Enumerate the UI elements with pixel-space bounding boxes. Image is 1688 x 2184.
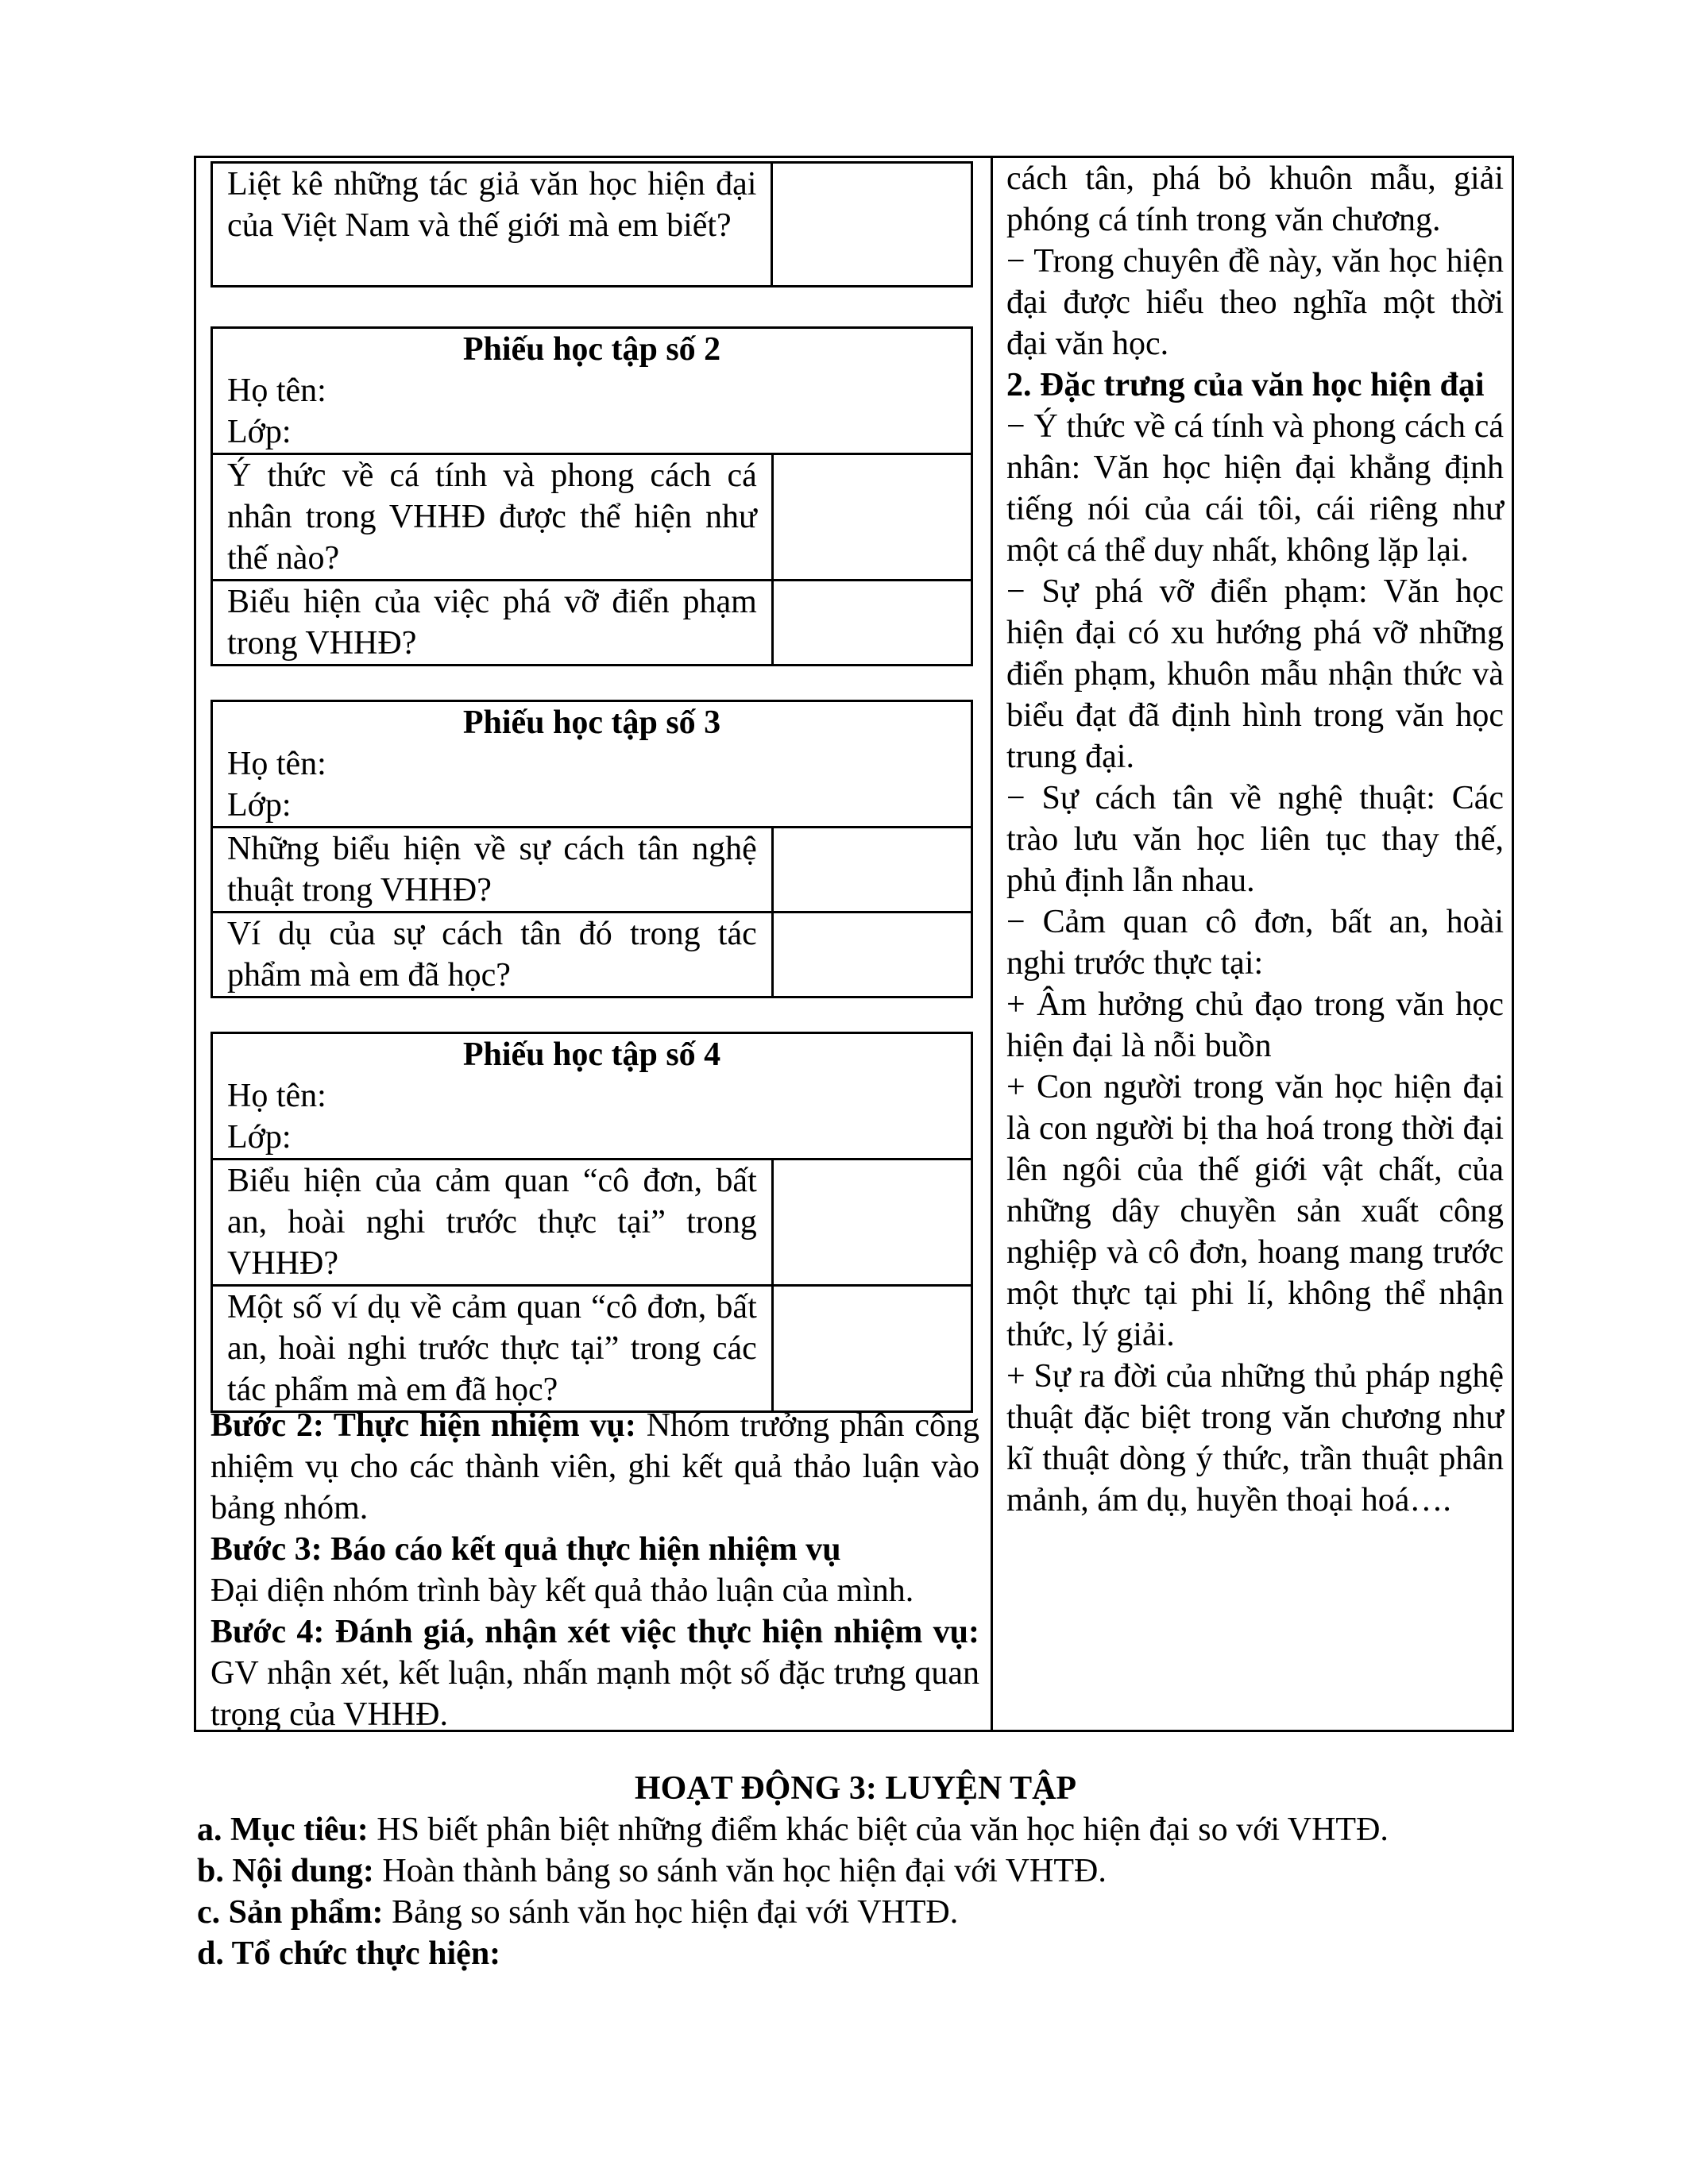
worksheet-4-question-1: Biểu hiện của cảm quan “cô đơn, bất an, hoài nghi trước thực tại” trong VHHĐ? — [212, 1160, 773, 1286]
worksheet-2-table — [211, 326, 973, 666]
worksheet-4-header — [212, 1033, 972, 1160]
right-paragraph-1: cách tân, phá bỏ khuôn mẫu, giải phóng cá tính trong văn chương. — [1006, 160, 1504, 238]
worksheet-3-question-1: Những biểu hiện về sự cách tân nghệ thuật trong VHHĐ? — [212, 828, 773, 913]
worksheet-3-answer-1 — [772, 828, 971, 913]
step-4-text: GV nhận xét, kết luận, nhấn mạnh một số đặc trưng quan trọng của VHHĐ. — [211, 1655, 979, 1733]
worksheet-3-answer-2 — [772, 913, 971, 997]
right-column — [1006, 158, 1504, 1521]
activity-3-item-a — [194, 1809, 1514, 1850]
worksheet-2-question-1: Ý thức về cá tính và phong cách cá nhân trong VHHĐ được thể hiện như thế nào? — [212, 454, 773, 581]
worksheet-2-answer-1 — [772, 454, 971, 581]
item-c-label: c. Sản phẩm: — [197, 1894, 384, 1931]
worksheet-4-answer-1 — [772, 1160, 971, 1286]
activity-3-item-b — [194, 1850, 1514, 1892]
worksheet-1-answer-1 — [772, 163, 972, 287]
worksheet-4-question-2: Một số ví dụ về cảm quan “cô đơn, bất an, hoài nghi trước thực tại” trong các tác phẩm mà em đã học? — [212, 1286, 773, 1412]
worksheet-3-header — [212, 701, 972, 828]
worksheet-2-header — [212, 328, 972, 454]
worksheet-3-table — [211, 700, 973, 998]
right-paragraph-9: + Sự ra đời của những thủ pháp nghệ thuật đặc biệt trong văn chương như kĩ thuật dòng ý thức, trần thuật phân mảnh, ám dụ, huyền thoại hoá…. — [1006, 1358, 1504, 1518]
right-paragraph-2: − Trong chuyên đề này, văn học hiện đại được hiểu theo nghĩa một thời đại văn học. — [1006, 243, 1504, 362]
step-2 — [211, 1405, 979, 1529]
step-4 — [211, 1611, 979, 1735]
right-paragraph-4: − Sự phá vỡ điển phạm: Văn học hiện đại có xu hướng phá vỡ những điển phạm, khuôn mẫu nhận thức và biểu đạt đã định hình trong văn học trung đại. — [1006, 573, 1504, 775]
worksheet-2-class-label: Lớp: — [227, 414, 292, 450]
worksheet-2-question-2: Biểu hiện của việc phá vỡ điển phạm trong VHHĐ? — [212, 581, 773, 666]
right-paragraph-8: + Con người trong văn học hiện đại là con người bị tha hoá trong thời đại lên ngôi của thế giới vật chất, của những dây chuyền sản xuất công nghiệp và cô đơn, hoang mang trước một thực tại phi lí, không thể nhận thức, lý giải. — [1006, 1069, 1504, 1353]
right-paragraph-6: − Cảm quan cô đơn, bất an, hoài nghi trước thực tại: — [1006, 904, 1504, 982]
activity-3-section — [194, 1768, 1514, 1974]
worksheet-3-class-label: Lớp: — [227, 787, 292, 824]
worksheet-4-title: Phiếu học tập số 4 — [462, 1036, 721, 1073]
worksheet-2-title: Phiếu học tập số 2 — [462, 331, 721, 368]
worksheet-4-name-label: Họ tên: — [227, 1078, 326, 1114]
activity-3-item-c — [194, 1892, 1514, 1933]
step-2-label: Bước 2: Thực hiện nhiệm vụ: — [211, 1407, 636, 1444]
column-divider — [991, 158, 993, 1730]
item-c-text: Bảng so sánh văn học hiện đại với VHTĐ. — [383, 1894, 959, 1931]
right-paragraph-5: − Sự cách tân về nghệ thuật: Các trào lưu văn học liên tục thay thế, phủ định lẫn nhau. — [1006, 780, 1504, 899]
worksheet-3-question-2: Ví dụ của sự cách tân đó trong tác phẩm mà em đã học? — [212, 913, 773, 997]
worksheet-1-question-1: Liệt kê những tác giả văn học hiện đại của Việt Nam và thế giới mà em biết? — [212, 163, 772, 287]
worksheet-4-answer-2 — [772, 1286, 971, 1412]
worksheet-3-name-label: Họ tên: — [227, 746, 326, 782]
activity-3-item-d: d. Tổ chức thực hiện: — [197, 1935, 501, 1972]
item-a-text: HS biết phân biệt những điểm khác biệt của văn học hiện đại so với VHTĐ. — [368, 1812, 1389, 1848]
steps-section — [211, 1405, 979, 1735]
lesson-table — [194, 156, 1514, 1732]
step-2-text: Nhóm trưởng phân công nhiệm vụ cho các thành viên, ghi kết quả thảo luận vào bảng nhóm. — [211, 1407, 979, 1526]
worksheet-3-title: Phiếu học tập số 3 — [462, 704, 721, 741]
step-4-label: Bước 4: Đánh giá, nhận xét việc thực hiện nhiệm vụ: — [211, 1614, 979, 1650]
activity-3-heading: HOẠT ĐỘNG 3: LUYỆN TẬP — [634, 1770, 1077, 1807]
worksheet-4-class-label: Lớp: — [227, 1119, 292, 1156]
step-3-label: Bước 3: Báo cáo kết quả thực hiện nhiệm vụ — [211, 1531, 841, 1568]
worksheet-1-table — [211, 161, 973, 287]
step-3-text: Đại diện nhóm trình bày kết quả thảo luận của mình. — [211, 1572, 914, 1609]
right-heading-2: 2. Đặc trưng của văn học hiện đại — [1006, 367, 1485, 403]
worksheet-2-answer-2 — [772, 581, 971, 666]
item-a-label: a. Mục tiêu: — [197, 1812, 369, 1848]
item-b-text: Hoàn thành bảng so sánh văn học hiện đại với VHTĐ. — [373, 1853, 1107, 1889]
worksheet-4-table — [211, 1032, 973, 1413]
right-paragraph-3: − Ý thức về cá tính và phong cách cá nhân: Văn học hiện đại khẳng định tiếng nói của cái tôi, cái riêng như một cá thể duy nhất, không lặp lại. — [1006, 408, 1504, 569]
item-b-label: b. Nội dung: — [197, 1853, 374, 1889]
right-paragraph-7: + Âm hưởng chủ đạo trong văn học hiện đại là nỗi buồn — [1006, 986, 1504, 1064]
worksheet-2-name-label: Họ tên: — [227, 372, 326, 409]
